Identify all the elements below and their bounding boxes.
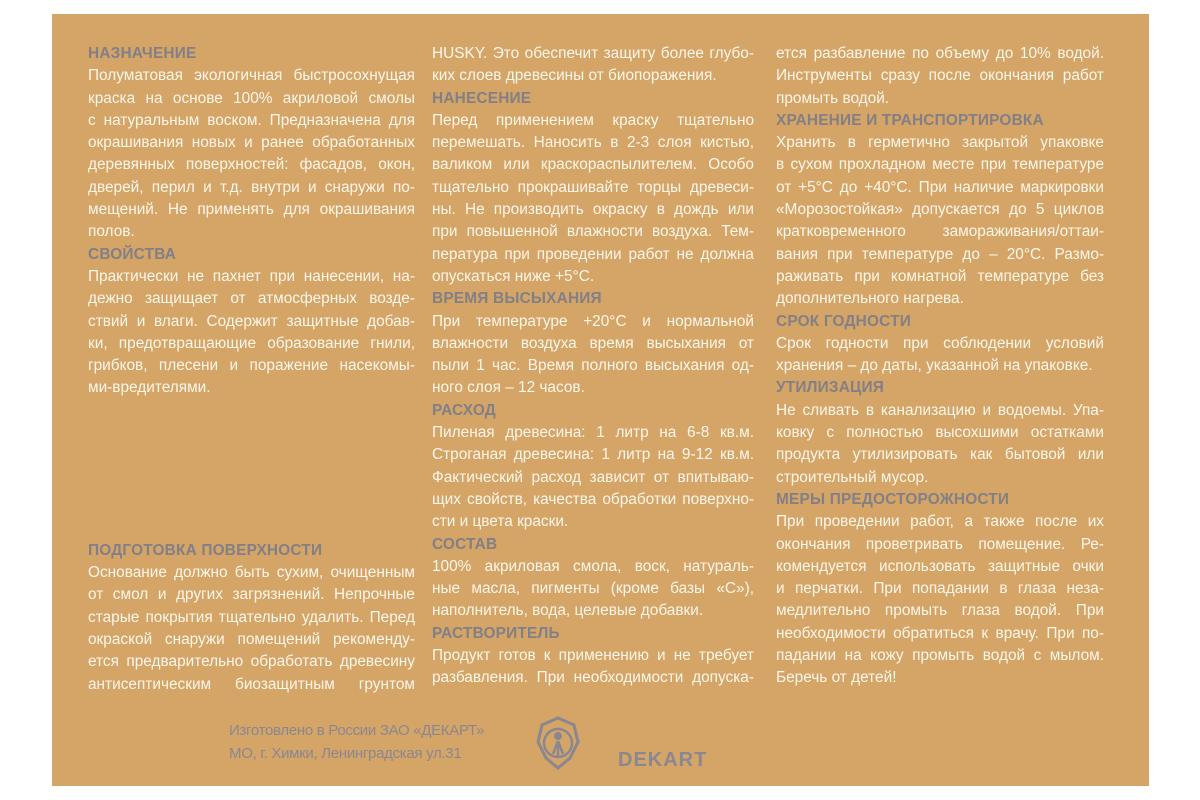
text-line: вания при температуре до – 20°С. Размо- (776, 245, 1104, 263)
text-line: Беречь от детей! (776, 669, 897, 687)
text-line: «Морозостойкая» допускается до 5 циклов (776, 201, 1104, 219)
text-line: ствий и влаги. Содержит защитные добав- (88, 312, 415, 330)
text-line: и перчатки. При попадании в глаза неза- (776, 580, 1104, 598)
text-line: ется предварительно обработать древесину (88, 653, 415, 671)
text-line: 100% акриловая смола, воск, натураль- (432, 557, 754, 575)
section-text-composition (432, 556, 754, 623)
section-title-composition: СОСТАВ (432, 535, 498, 553)
text-line: ми-вредителями. (88, 379, 211, 397)
text-line: в сухом прохладном месте при температуре (776, 156, 1104, 174)
text-line: ного слоя – 12 часов. (432, 379, 585, 397)
text-line: промыть водой. (776, 89, 890, 107)
text-line: падании на кожу промыть водой с мылом. (776, 647, 1104, 665)
text-line: мещений. Не применять для окрашивания (88, 201, 415, 219)
column-right (776, 43, 1104, 690)
section-title-consumption: РАСХОД (432, 401, 496, 419)
text-line: опускаться ниже +5°С. (432, 267, 595, 285)
text-line: от смол и других загрязнений. Непрочные (88, 586, 415, 604)
text-line: старые покрытия тщательно удалить. Перед (88, 608, 415, 626)
text-line: раживать при комнатной температуре без (776, 267, 1104, 285)
manufacturer-info (229, 719, 484, 765)
address-line: МО, г. Химки, Ленинградская ул.31 (229, 745, 462, 762)
text-line: хранения – до даты, указанной на упаковке. (776, 357, 1093, 375)
section-title-properties: СВОЙСТВА (88, 245, 177, 263)
text-line: Основание должно быть сухим, очищенным (88, 564, 415, 582)
text-line: Строганая древесина: 1 литр на 9-12 кв.м. (432, 446, 754, 464)
section-text-solvent (432, 645, 754, 690)
section-text-surface-prep (88, 562, 415, 696)
text-line: ки, предотвращающие образование гнили, (88, 334, 415, 352)
section-title-solvent: РАСТВОРИТЕЛЬ (432, 624, 560, 642)
spacer (88, 400, 415, 540)
text-line: Продукт готов к применению и не требует (432, 647, 754, 665)
text-line: дверей, перил и т.д. внутри и снаружи по- (88, 178, 415, 196)
section-text-consumption (432, 422, 754, 533)
column-left (88, 43, 415, 696)
text-line: грибков, плесени и поражение насекомы- (88, 357, 415, 375)
text-line: краска на основе 100% акриловой смолы (88, 89, 415, 107)
section-text-application (432, 110, 754, 288)
text-line: медлительно промыть глаза водой. При (776, 602, 1104, 620)
section-title-disposal: УТИЛИЗАЦИЯ (776, 379, 885, 397)
text-line: от +5°С до +40°С. При наличие маркировки (776, 178, 1104, 196)
text-line: щих свойств, качества обработки поверхно- (432, 490, 754, 508)
section-title-purpose: НАЗНАЧЕНИЕ (88, 45, 197, 62)
logo-wordmark: DEKART (618, 749, 708, 771)
text-line: Практически не пахнет при нанесении, на- (88, 267, 415, 285)
section-text-precautions (776, 511, 1104, 689)
text-line: полов. (88, 223, 135, 241)
text-line: пература при проведении работ не должна (432, 245, 754, 263)
text-line: ны. Не производить окраску в дождь или (432, 201, 754, 219)
text-line: валиком или краскораспылителем. Особо (432, 156, 754, 174)
section-text-properties (88, 266, 415, 400)
section-title-application: НАНЕСЕНИЕ (432, 89, 532, 107)
text-line: Фактический расход зависит от впитываю- (432, 468, 754, 486)
text-line: При проведении работ, а также после их (776, 513, 1104, 531)
section-text-storage (776, 132, 1104, 310)
text-line: пыли 1 час. Время полного высыхания од- (432, 357, 754, 375)
section-title-surface-prep: ПОДГОТОВКА ПОВЕРХНОСТИ (88, 541, 323, 559)
section-text-continued (432, 43, 754, 88)
section-text-continued (776, 43, 1104, 110)
text-line: Срок годности при соблюдении условий (776, 334, 1104, 352)
text-line: дежно защищает от атмосферных возде- (88, 290, 415, 308)
text-line: деревянных поверхностей: фасадов, окон, (88, 156, 415, 174)
text-line: ется разбавление по объему до 10% водой. (776, 45, 1104, 62)
section-text-shelf-life (776, 333, 1104, 378)
section-text-drying-time (432, 311, 754, 400)
text-line: тщательно прокрашивайте торцы древеси- (432, 178, 754, 196)
text-line: Не сливать в канализацию и водоемы. Упа- (776, 401, 1104, 419)
text-line: Инструменты сразу после окончания работ (776, 67, 1104, 85)
text-line: при повышенной влажности воздуха. Тем- (432, 223, 754, 241)
text-line: продукта утилизировать как бытовой или (776, 446, 1104, 464)
text-line: HUSKY. Это обеспечит защиту более глубо- (432, 45, 754, 62)
text-line: необходимости обратиться к врачу. При по- (776, 624, 1104, 642)
text-line: ковку с полностью высохшими остатками (776, 424, 1104, 442)
section-text-disposal (776, 400, 1104, 489)
manufacturer-line: Изготовлено в России ЗАО «ДЕКАРТ» (229, 722, 485, 739)
text-line: окрашивания новых и ранее обработанных (88, 134, 415, 152)
text-line: влажности воздуха время высыхания от (432, 334, 754, 352)
text-line: ких слоев древесины от биопоражения. (432, 67, 717, 85)
text-line: сти и цвета краски. (432, 513, 569, 531)
column-middle (432, 43, 754, 690)
text-line: окраской снаружи помещений рекоменду- (88, 630, 415, 648)
text-line: с натуральным воском. Предназначена для (88, 111, 415, 129)
text-line: комендуется использовать защитные очки (776, 557, 1104, 575)
section-title-precautions: МЕРЫ ПРЕДОСТОРОЖНОСТИ (776, 490, 1010, 508)
text-line: наполнитель, вода, целевые добавки. (432, 602, 704, 620)
text-line: перемешать. Наносить в 2-3 слоя кистью, (432, 134, 754, 152)
text-line: Перед применением краску тщательно (432, 111, 754, 129)
text-line: антисептическим биозащитным грунтом (88, 675, 415, 693)
text-line: кратковременного замораживания/оттаи- (776, 223, 1104, 241)
text-line: ные масла, пигменты (кроме базы «С»), (432, 580, 754, 598)
text-line: При температуре +20°С и нормальной (432, 312, 754, 330)
text-line: дополнительного нагрева. (776, 290, 964, 308)
text-line: строительный мусор. (776, 468, 929, 486)
text-line: Хранить в герметично закрытой упаковке (776, 134, 1104, 152)
section-title-drying-time: ВРЕМЯ ВЫСЫХАНИЯ (432, 290, 602, 308)
section-text-purpose (88, 65, 415, 243)
text-line: Полуматовая экологичная быстросохнущая (88, 67, 415, 85)
text-line: окончания проветривать помещение. Ре- (776, 535, 1104, 553)
section-title-shelf-life: СРОК ГОДНОСТИ (776, 312, 911, 330)
section-title-storage: ХРАНЕНИЕ И ТРАНСПОРТИРОВКА (776, 111, 1044, 129)
text-line: Пиленая древесина: 1 литр на 6-8 кв.м. (432, 424, 754, 442)
label-panel (52, 14, 1149, 786)
text-line: разбавления. При необходимости допуска- (432, 669, 754, 687)
